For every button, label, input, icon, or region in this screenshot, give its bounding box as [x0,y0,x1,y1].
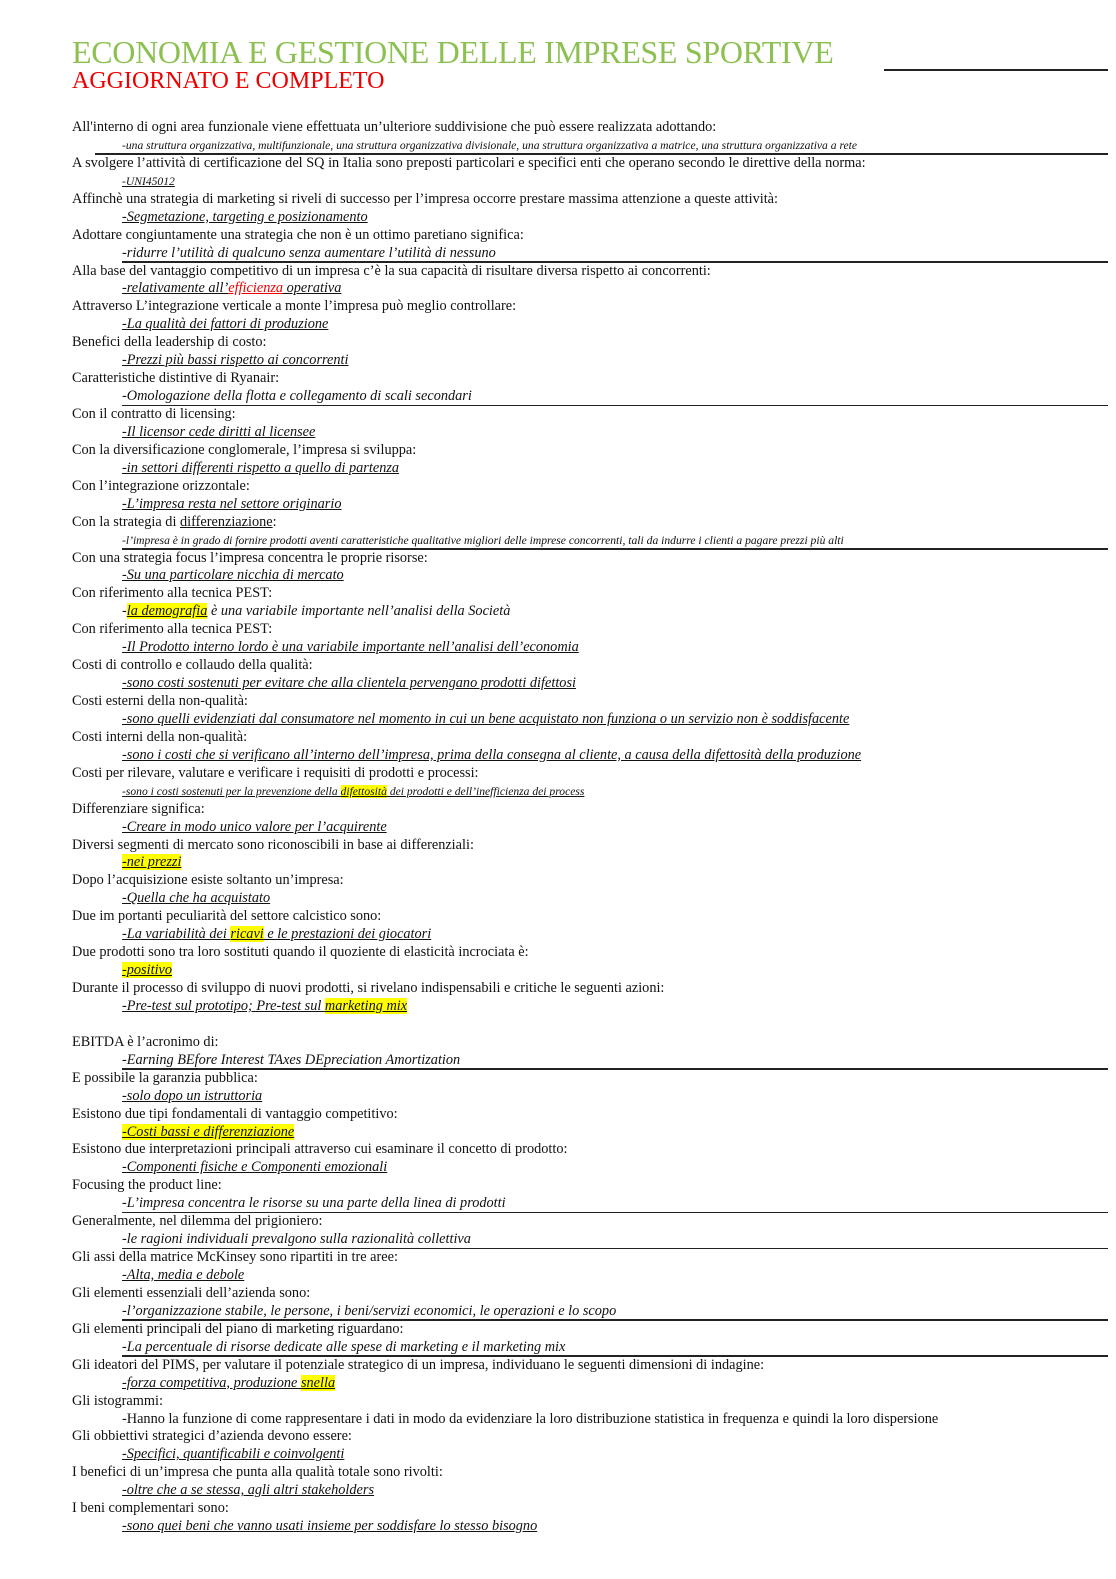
answer [0,639,1116,657]
answer [0,1303,1116,1321]
question-text: Gli obbiettivi strategici d’azienda devono essere: [72,1428,352,1445]
highlighted-answer-text: marketing mix [324,997,408,1014]
question [0,1034,1116,1052]
question-underlined-text: differenziazione [180,513,273,530]
question [0,1213,1116,1231]
question-text: Generalmente, nel dilemma del prigioniero: [72,1213,323,1230]
question-text: I benefici di un’impresa che punta alla qualità totale sono rivolti: [72,1464,443,1481]
answer [0,1088,1116,1106]
question-text: Gli elementi essenziali dell’azienda sono: [72,1284,311,1301]
answer-text: -l’impresa è in grado di fornire prodotti aventi caratteristiche qualitative migliori delle imprese concorrenti, tali da indurre i clienti a pagare prezzi più alti [122,533,844,547]
question [0,1177,1116,1195]
question-text: Gli istogrammi: [72,1392,163,1409]
question [0,298,1116,316]
answer [0,532,1116,550]
question-text: EBITDA è l’acronimo di: [72,1033,219,1050]
question [0,801,1116,819]
answer-text: -una struttura organizzativa, multifunzionale, una struttura organizzativa divisionale, una struttura organizzativa a matrice, una struttura organizzativa a rete [122,138,858,152]
answer-text: -Quella che ha acquistato [122,890,271,907]
question-text: Benefici della leadership di costo: [72,334,267,351]
question [0,1500,1116,1518]
answer [0,352,1116,370]
question-text: All'interno di ogni area funzionale viene effettuata un’ulteriore suddivisione che può essere realizzata adottando: [72,119,717,135]
answer [0,424,1116,442]
answer-text: -l’organizzazione stabile, le persone, i beni/servizi economici, le operazioni e lo scopo [122,1302,617,1319]
answer [0,209,1116,227]
answer [0,496,1116,514]
question [0,1428,1116,1446]
highlighted-answer-text: -Costi bassi e differenziazione [122,1123,295,1140]
answer-text: -sono quelli evidenziati dal consumatore nel momento in cui un bene acquistato non funziona o un servizio non è soddisfacente [122,710,850,727]
question-text: E possibile la garanzia pubblica: [72,1069,258,1086]
highlighted-answer-text: difettosità [340,784,387,798]
question-text: Caratteristiche distintive di Ryanair: [72,370,280,387]
question [0,944,1116,962]
question-text: Esistono due interpretazioni principali attraverso cui esaminare il concetto di prodotto: [72,1141,568,1158]
answer [0,854,1116,872]
answer-text: -Il Prodotto interno lordo è una variabile importante nell’analisi dell’economia [122,639,579,656]
question-text: Alla base del vantaggio competitivo di un impresa c’è la sua capacità di risultare diversa rispetto ai concorrenti: [72,262,711,279]
question-text: Focusing the product line: [72,1177,222,1194]
answer-text: -forza competitiva, produzione [122,1374,301,1391]
answer-text: -Su una particolare nicchia di mercato [122,567,344,584]
question-text: A svolgere l’attività di certificazione del SQ in Italia sono preposti particolari e specifici enti che operano secondo le direttive della norma: [72,154,866,171]
answer [0,1195,1116,1213]
answer [0,1482,1116,1500]
answer-text: è una variabile importante nell’analisi della Società [207,603,511,620]
question [0,406,1116,424]
question-text: Esistono due tipi fondamentali di vantaggio competitivo: [72,1105,398,1122]
answer-text: -Segmetazione, targeting e posizionamento [122,208,368,225]
question-text: Con la diversificazione conglomerale, l’impresa si sviluppa: [72,441,417,458]
question [0,621,1116,639]
answer [0,711,1116,729]
answer [0,567,1116,585]
question [0,1106,1116,1124]
question [0,1464,1116,1482]
answer-text: -sono costi sostenuti per evitare che alla clientela pervengano prodotti difettosi [122,675,576,692]
question-text: Costi per rilevare, valutare e verificare i requisiti di prodotti e processi: [72,764,479,781]
question [0,1357,1116,1375]
question-text: Adottare congiuntamente una strategia che non è un ottimo paretiano significa: [72,226,524,243]
answer [0,1267,1116,1285]
answer-text: -le ragioni individuali prevalgono sulla razionalità collettiva [122,1231,471,1248]
answer [0,1159,1116,1177]
answer-text: -UNI45012 [122,174,175,188]
answer [0,675,1116,693]
question [0,263,1116,281]
answer [0,819,1116,837]
answer-text: -in settori differenti rispetto a quello di partenza [122,459,400,476]
answer-text: -Creare in modo unico valore per l’acquirente [122,818,387,835]
question-text: Durante il processo di sviluppo di nuovi prodotti, si rivelano indispensabili e critiche le seguenti azioni: [72,980,665,996]
question [0,657,1116,675]
question-text: Differenziare significa: [72,800,205,817]
question [0,1285,1116,1303]
question [0,334,1116,352]
answer-text: -Pre-test sul prototipo; Pre-test sul [122,997,325,1014]
answer-text: -oltre che a se stessa, agli altri stakeholders [122,1482,375,1499]
question-text: Diversi segmenti di mercato sono riconoscibili in base ai differenziali: [72,836,474,853]
answer-text: -ridurre l’utilità di qualcuno senza aumentare l’utilità di nessuno [122,244,496,261]
answer [0,1052,1116,1070]
answer [0,137,1116,155]
question-text: Con una strategia focus l’impresa concentra le proprie risorse: [72,549,428,566]
question [0,1393,1116,1411]
question [0,191,1116,209]
question [0,1070,1116,1088]
document-subtitle: AGGIORNATO E COMPLETO [72,68,385,94]
answer-text: -Alta, media e debole [122,1267,245,1283]
answer [0,747,1116,765]
answer-text: -Componenti fisiche e Componenti emozionali [122,1159,388,1176]
question-text: Due prodotti sono tra loro sostituti quando il quoziente di elasticità incrociata è: [72,944,529,961]
question-text: Costi esterni della non-qualità: [72,693,248,709]
answer [0,603,1116,621]
question [0,514,1116,532]
answer [0,783,1116,801]
question-text: Costi interni della non-qualità: [72,728,248,745]
question [0,585,1116,603]
answer [0,280,1116,298]
title-rule [884,69,1108,71]
question [0,442,1116,460]
question [0,1321,1116,1339]
answer [0,388,1116,406]
highlighted-answer-text: -positivo [122,962,173,979]
highlighted-answer-text: -nei prezzi [122,854,182,871]
question-text: Con l’integrazione orizzontale: [72,477,250,494]
answer [0,1375,1116,1393]
question [0,1141,1116,1159]
question [0,908,1116,926]
question-text: Dopo l’acquisizione esiste soltanto un’impresa: [72,872,344,889]
question-text: Con riferimento alla tecnica PEST: [72,585,273,602]
question-text: Due im portanti peculiarità del settore calcistico sono: [72,908,382,925]
question [0,370,1116,388]
question-text: Con il contratto di licensing: [72,406,236,422]
question [0,693,1116,711]
answer-text: -relativamente all’ [122,280,229,297]
question [0,837,1116,855]
question-text: I beni complementari sono: [72,1500,229,1517]
answer [0,1339,1116,1357]
answer-text: dei prodotti e dell’inefficienza dei process [386,784,585,798]
answer-text: - [122,603,127,620]
answer [0,1124,1116,1142]
answer-text: -solo dopo un istruttoria [122,1087,263,1104]
answer [0,890,1116,908]
qa-list [0,119,1116,1536]
answer-text: operativa [283,280,342,297]
answer [0,1411,1116,1429]
answer [0,245,1116,263]
question-text: Con riferimento alla tecnica PEST: [72,621,273,638]
answer [0,1231,1116,1249]
question-text: Gli assi della matrice McKinsey sono ripartiti in tre aree: [72,1249,398,1266]
answer [0,998,1116,1016]
question [0,478,1116,496]
question [0,1249,1116,1267]
answer [0,460,1116,478]
highlighted-answer-text: la demografia [126,603,208,620]
highlighted-answer-text: ricavi [230,926,264,943]
question-text: Attraverso L’integrazione verticale a monte l’impresa può meglio controllare: [72,298,517,315]
question-text: Costi di controllo e collaudo della qualità: [72,657,313,674]
answer [0,1446,1116,1464]
answer-text: -sono i costi che si verificano all’interno dell’impresa, prima della consegna al cliente, a causa della difettosità della produzione [122,746,862,763]
answer-text: -La percentuale di risorse dedicate alle spese di marketing e il marketing mix [122,1338,566,1355]
question-text: Affinchè una strategia di marketing si riveli di successo per l’impresa occorre prestare massima attenzione a queste attività: [72,190,778,207]
answer-text: -L’impresa resta nel settore originario [122,495,342,512]
question [0,980,1116,998]
question [0,729,1116,747]
answer-text: -Omologazione della flotta e collegamento di scali secondari [122,388,472,405]
question [0,155,1116,173]
answer-text: e le prestazioni dei giocatori [263,926,432,943]
answer-text: -La variabilità dei [122,926,231,943]
answer-text: -Prezzi più bassi rispetto ai concorrenti [122,352,349,369]
answer-text: -L’impresa concentra le risorse su una parte della linea di prodotti [122,1195,506,1212]
answer [0,316,1116,334]
answer-text: -sono quei beni che vanno usati insieme per soddisfare lo stesso bisogno [122,1518,538,1535]
question-text-end: : [272,513,277,530]
answer-text: efficienza [228,280,284,297]
question [0,550,1116,568]
question-text: Gli ideatori del PIMS, per valutare il potenziale strategico di un impresa, individuano le seguenti dimensioni di indagine: [72,1356,765,1373]
question [0,765,1116,783]
answer [0,173,1116,191]
answer [0,926,1116,944]
answer [0,1518,1116,1536]
blank-line [0,1016,1116,1034]
highlighted-answer-text: snella [300,1374,336,1391]
question [0,119,1116,137]
answer-text: -La qualità dei fattori di produzione [122,316,329,333]
question-text: Gli elementi principali del piano di marketing riguardano: [72,1320,404,1337]
question [0,872,1116,890]
question [0,227,1116,245]
answer [0,962,1116,980]
answer-text: -Il licensor cede diritti al licensee [122,423,316,440]
answer-text: -sono i costi sostenuti per la prevenzione della [122,784,341,798]
answer-text: -Hanno la funzione di come rappresentare i dati in modo da evidenziare la loro distribuzione statistica in frequenza e quindi la loro dispersione [122,1410,939,1427]
answer-text: -Earning BEfore Interest TAxes DEpreciation Amortization [122,1051,461,1068]
answer-text: -Specifici, quantificabili e coinvolgenti [122,1446,345,1463]
document-title: ECONOMIA E GESTIONE DELLE IMPRESE SPORTIVE [72,34,834,70]
question-text: Con la strategia di [72,513,180,530]
